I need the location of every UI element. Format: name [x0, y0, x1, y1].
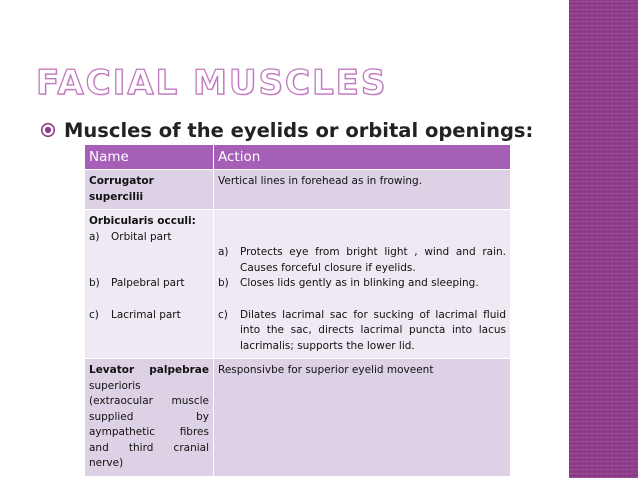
muscle-part: [89, 230, 209, 246]
table-row: [85, 170, 511, 210]
part-name: Palpebral part: [111, 277, 185, 289]
part-action-text: Closes lids gently as in blinking and sleeping.: [240, 277, 479, 289]
bullet-point: [40, 118, 533, 142]
part-marker: a): [218, 246, 229, 258]
header-name: Name: [85, 145, 214, 170]
part-marker: c): [218, 308, 228, 321]
header-action: Action: [214, 145, 511, 170]
muscle-name: Levator palpebrae: [89, 364, 209, 376]
muscle-name: Orbicularis occuli:: [89, 215, 196, 227]
muscle-action-cell: [214, 359, 511, 477]
table-header-row: [85, 145, 511, 170]
muscle-action: Vertical lines in forehead as in frowing.: [218, 175, 423, 187]
part-marker: a): [89, 230, 100, 243]
muscle-action-cell: [214, 210, 511, 359]
muscle-name-cell: [85, 170, 214, 210]
bullet-text: Muscles of the eyelids or orbital openings:: [64, 118, 534, 142]
table-row: [85, 210, 511, 359]
slide-title: FACIAL MUSCLES: [36, 63, 388, 103]
muscle-name-cont: superioris: [89, 379, 141, 392]
decorative-side-band: [569, 0, 638, 478]
muscle-part: [89, 276, 209, 292]
part-action: [218, 245, 506, 276]
part-name: Orbital part: [111, 230, 172, 243]
part-action: [218, 276, 506, 292]
part-marker: b): [89, 277, 100, 289]
part-action-text: Protects eye from bright light , wind and rain. Causes forceful closure if eyelids.: [240, 246, 506, 274]
circled-bullet-icon: [40, 122, 56, 138]
muscle-name-cell: [85, 359, 214, 477]
muscles-table: [84, 144, 511, 477]
muscle-action: Responsivbe for superior eyelid moveent: [218, 364, 434, 376]
muscle-name-cell: [85, 210, 214, 359]
muscle-part: [89, 308, 209, 324]
muscle-name: Corrugator supercilii: [89, 175, 154, 203]
muscle-note: (extraocular muscle supplied by aympathetic fibres and third cranial nerve): [89, 395, 209, 469]
part-marker: c): [89, 308, 99, 321]
part-name: Lacrimal part: [111, 308, 181, 321]
part-action-text: Dilates lacrimal sac for sucking of lacrimal fluid into the sac, directs lacrimal puncta into lacus lacrimalis; supports the lower lid.: [240, 308, 506, 352]
part-marker: b): [218, 277, 229, 289]
part-action: [218, 308, 506, 355]
muscle-action-cell: [214, 170, 511, 210]
table-row: [85, 359, 511, 477]
